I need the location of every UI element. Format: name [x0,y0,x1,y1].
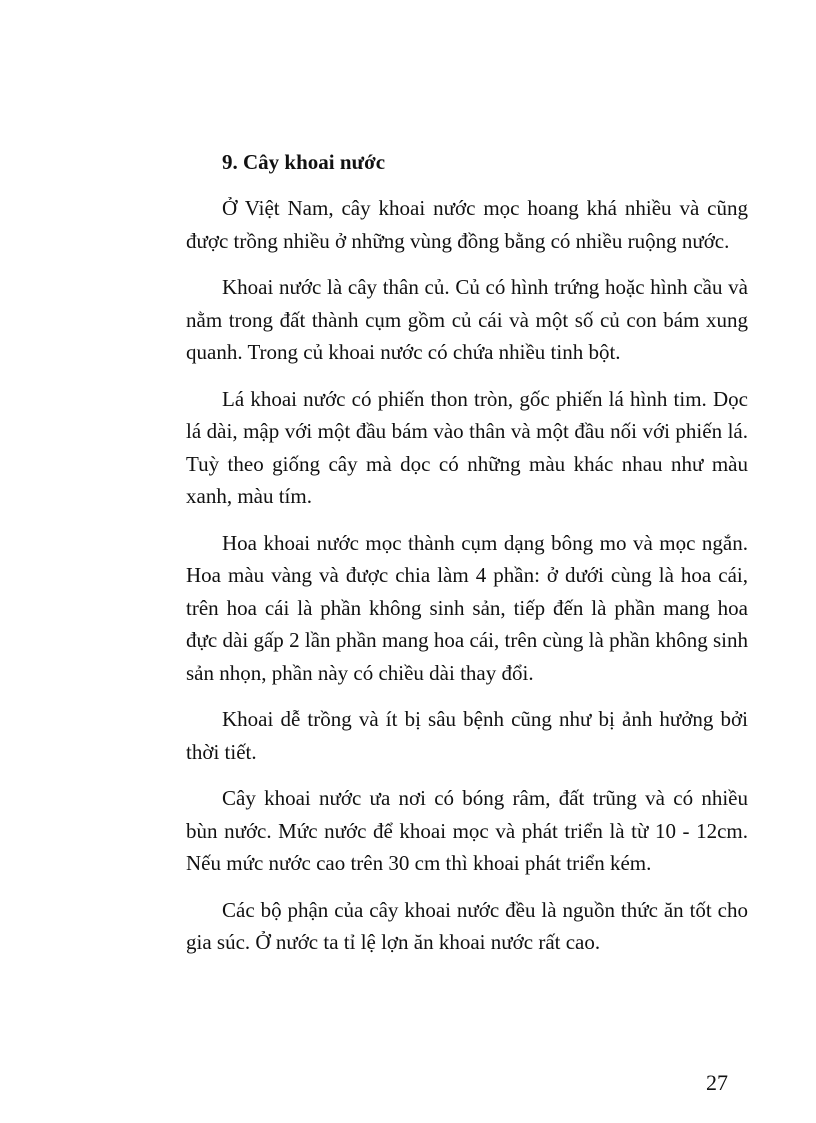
paragraph-feed: Các bộ phận của cây khoai nước đều là nguồn thức ăn tốt cho gia súc. Ở nước ta tỉ lệ lợn ăn khoai nước rất cao. [186,897,748,954]
paragraph-tuber: Khoai nước là cây thân củ. Củ có hình trứng hoặc hình cầu và nằm trong đất thành cụm gồm củ cái và một số củ con bám xung quanh. Trong củ khoai nước có chứa nhiều tinh bột. [186,275,748,364]
paragraph-intro: Ở Việt Nam, cây khoai nước mọc hoang khá nhiều và cũng được trồng nhiều ở những vùng đồng bằng có nhiều ruộng nước. [186,196,748,253]
page-number: 27 [706,1070,728,1095]
paragraph-growing: Khoai dễ trồng và ít bị sâu bệnh cũng như bị ảnh hưởng bởi thời tiết. [186,707,748,764]
page-content [186,146,748,973]
section-heading: 9. Cây khoai nước [222,150,386,174]
paragraph-habitat: Cây khoai nước ưa nơi có bóng râm, đất trũng và có nhiều bùn nước. Mức nước để khoai mọc và phát triển là từ 10 - 12cm. Nếu mức nước cao trên 30 cm thì khoai phát triển kém. [186,786,748,875]
paragraph-flower: Hoa khoai nước mọc thành cụm dạng bông mo và mọc ngắn. Hoa màu vàng và được chia làm 4 phần: ở dưới cùng là hoa cái, trên hoa cái là phần không sinh sản, tiếp đến là phần mang hoa đực dài gấp 2 lần phần mang hoa cái, trên cùng là phần không sinh sản nhọn, phần này có chiều dài thay đổi. [186,530,748,685]
paragraph-leaf: Lá khoai nước có phiến thon tròn, gốc phiến lá hình tim. Dọc lá dài, mập với một đầu bám vào thân và một đầu nối với phiến lá. Tuỳ theo giống cây mà dọc có những màu khác nhau như màu xanh, màu tím. [186,386,748,508]
